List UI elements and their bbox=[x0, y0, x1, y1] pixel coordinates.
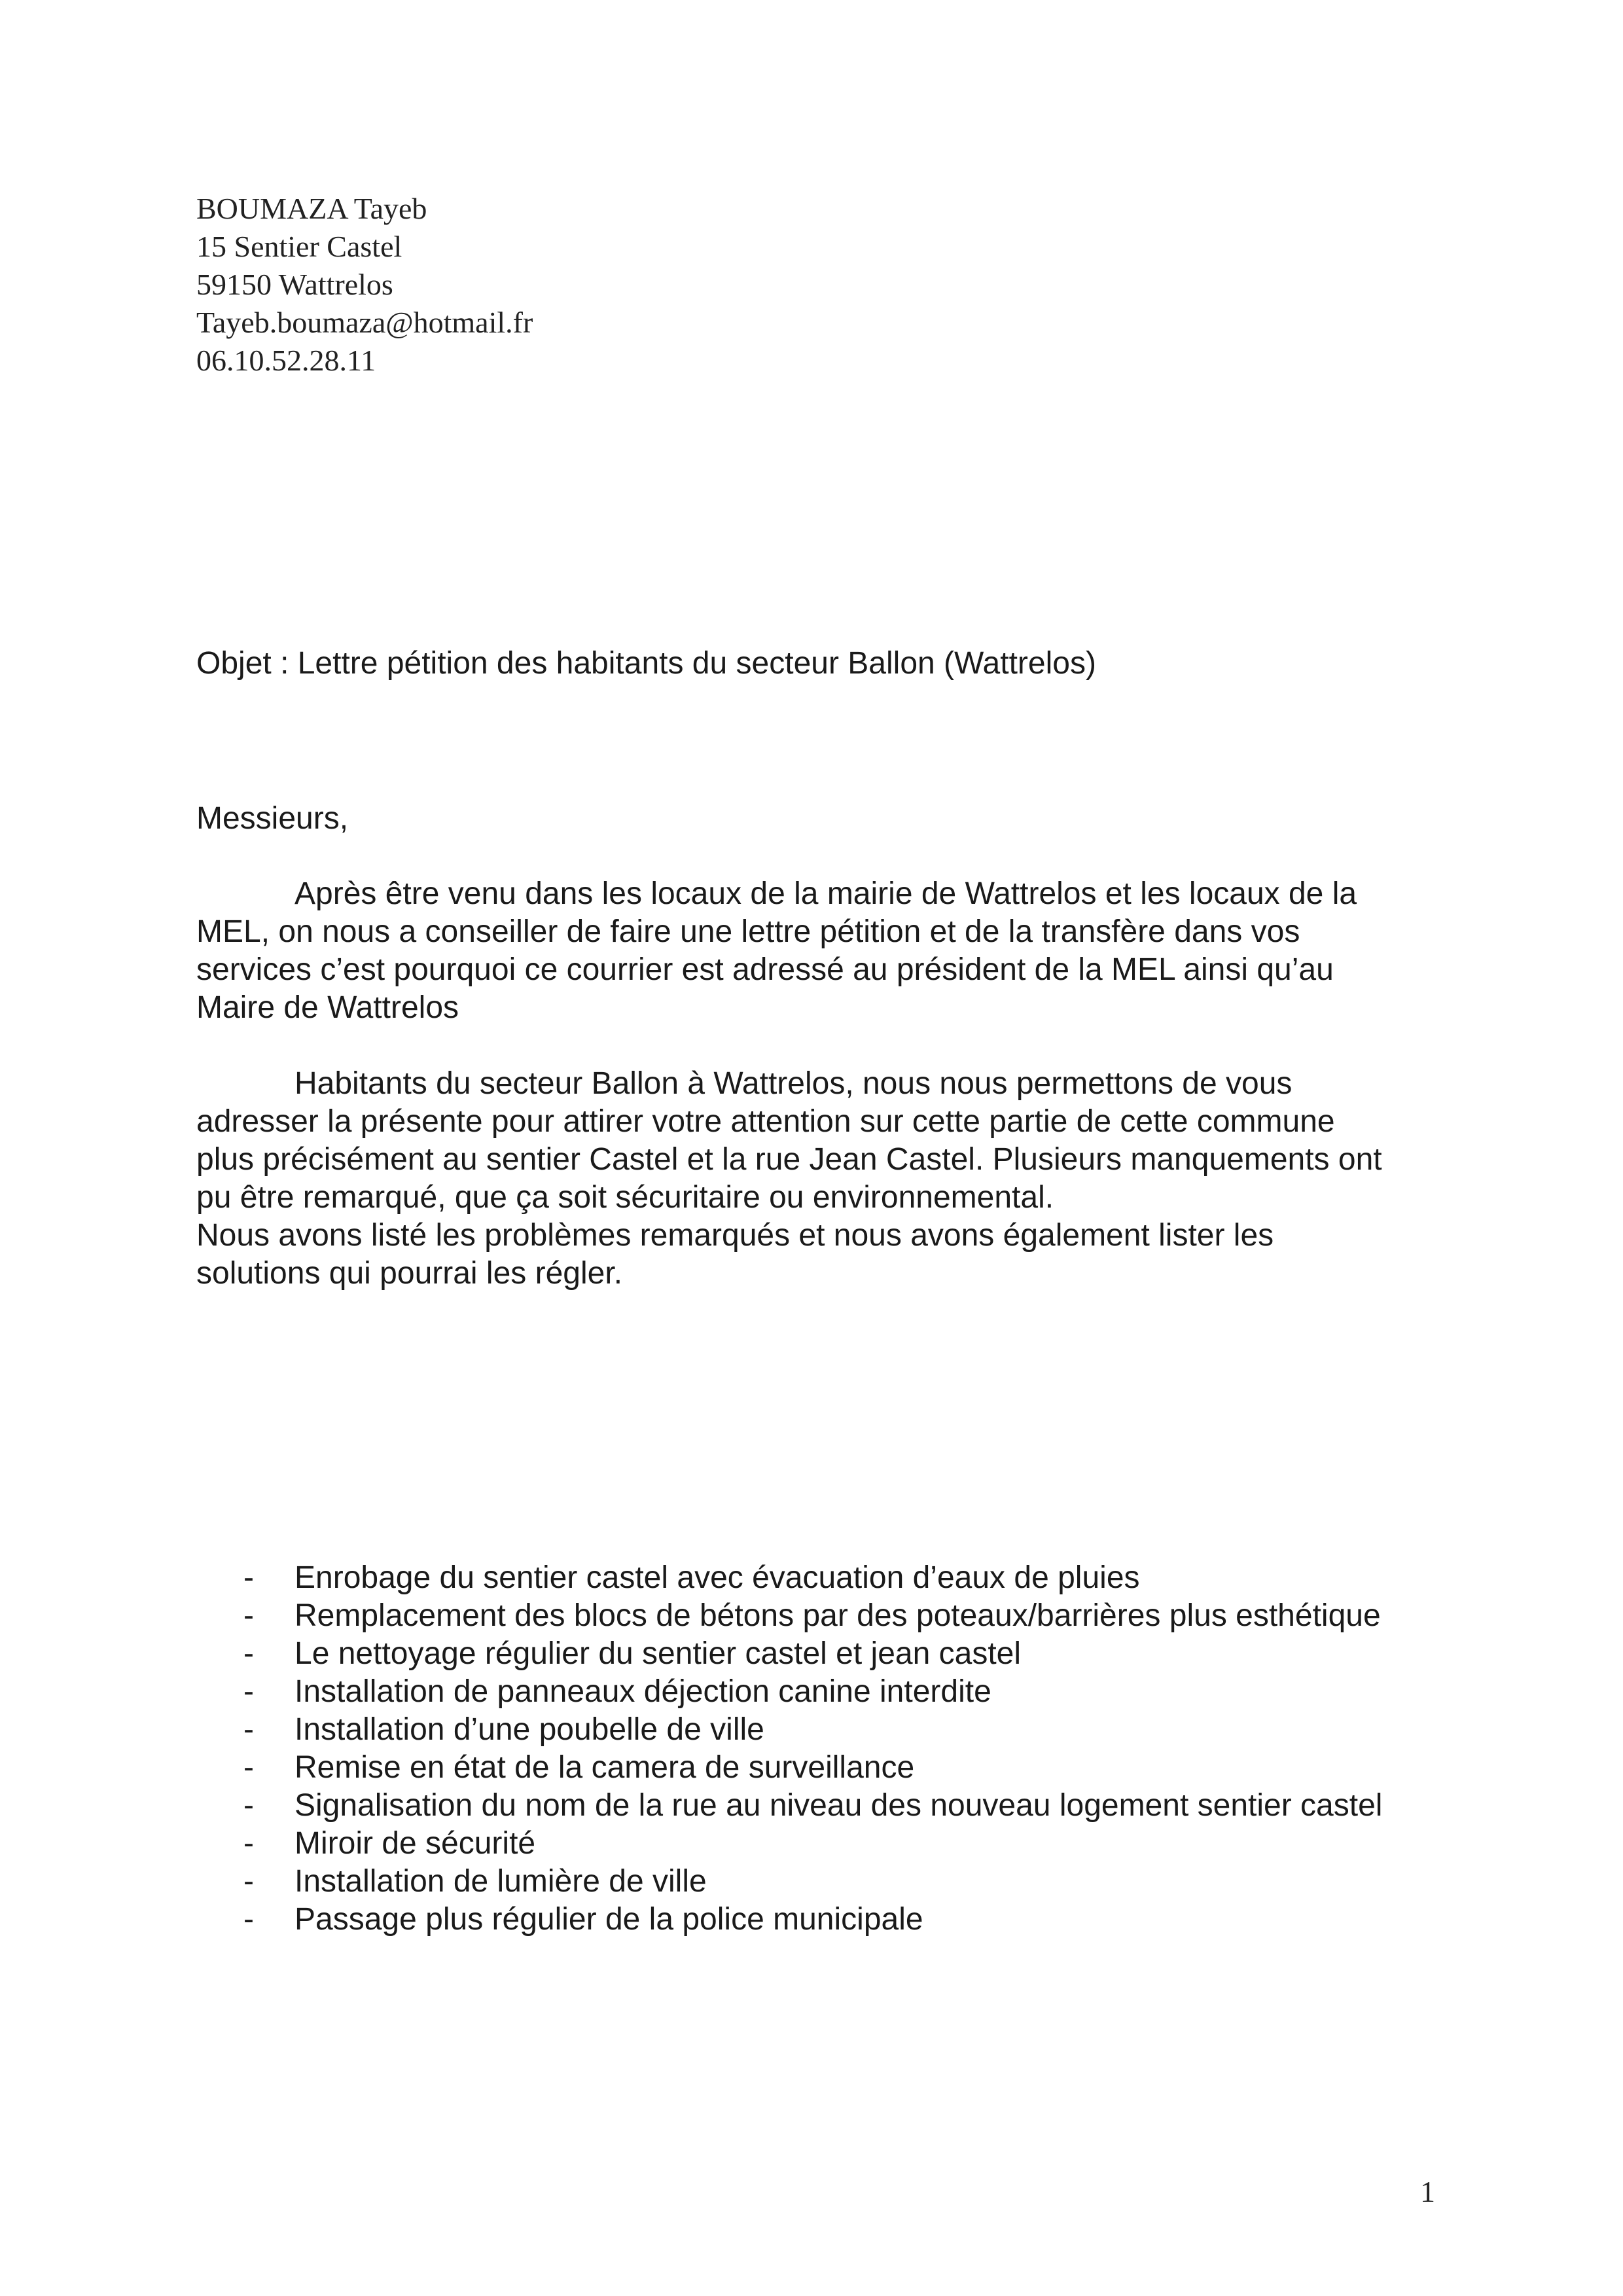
list-item bbox=[196, 1825, 1382, 1863]
list-item-text: Installation de lumière de ville bbox=[294, 1864, 707, 1899]
paragraph-line: solutions qui pourrai les régler. bbox=[196, 1256, 623, 1291]
paragraph-line: Habitants du secteur Ballon à Wattrelos, nous nous permettons de vous bbox=[294, 1066, 1293, 1101]
sender-email: Tayeb.boumaza@hotmail.fr bbox=[196, 306, 533, 339]
list-item bbox=[196, 1863, 1382, 1901]
bullet-dash: - bbox=[243, 1636, 254, 1671]
bullet-dash: - bbox=[243, 1560, 254, 1595]
list-item bbox=[196, 1901, 1382, 1939]
paragraph-line: MEL, on nous a conseiller de faire une lettre pétition et de la transfère dans vos bbox=[196, 914, 1300, 949]
letter-subject: Objet : Lettre pétition des habitants du secteur Ballon (Wattrelos) bbox=[196, 646, 1096, 681]
list-item-text: Remplacement des blocs de bétons par des poteaux/barrières plus esthétique bbox=[294, 1598, 1381, 1633]
bullet-dash: - bbox=[243, 1788, 254, 1823]
sender-phone: 06.10.52.28.11 bbox=[196, 344, 376, 377]
bullet-dash: - bbox=[243, 1712, 254, 1747]
list-item bbox=[196, 1673, 1382, 1711]
list-item bbox=[196, 1597, 1382, 1635]
paragraph-line: Après être venu dans les locaux de la mairie de Wattrelos et les locaux de la bbox=[294, 876, 1357, 911]
bullet-dash: - bbox=[243, 1826, 254, 1861]
sender-street: 15 Sentier Castel bbox=[196, 230, 402, 263]
paragraph-line: pu être remarqué, que ça soit sécuritaire ou environnemental. bbox=[196, 1180, 1054, 1215]
sender-city: 59150 Wattrelos bbox=[196, 268, 393, 301]
paragraph-line: plus précisément au sentier Castel et la rue Jean Castel. Plusieurs manquements ont bbox=[196, 1142, 1382, 1177]
bullet-dash: - bbox=[243, 1864, 254, 1899]
list-item bbox=[196, 1749, 1382, 1787]
paragraph-context bbox=[196, 1065, 1453, 1293]
paragraph-line: adresser la présente pour attirer votre attention sur cette partie de cette commune bbox=[196, 1104, 1335, 1139]
bullet-dash: - bbox=[243, 1902, 254, 1937]
paragraph-introduction bbox=[196, 875, 1453, 1027]
list-item bbox=[196, 1711, 1382, 1749]
sender-name: BOUMAZA Tayeb bbox=[196, 192, 427, 225]
requests-list bbox=[196, 1559, 1382, 1939]
bullet-dash: - bbox=[243, 1598, 254, 1633]
paragraph-line: Maire de Wattrelos bbox=[196, 990, 459, 1025]
paragraph-line: services c’est pourquoi ce courrier est adressé au président de la MEL ainsi qu’au bbox=[196, 952, 1334, 987]
list-item bbox=[196, 1787, 1382, 1825]
list-item bbox=[196, 1635, 1382, 1673]
list-item-text: Miroir de sécurité bbox=[294, 1826, 536, 1861]
bullet-dash: - bbox=[243, 1674, 254, 1709]
list-item-text: Passage plus régulier de la police municipale bbox=[294, 1902, 923, 1937]
list-item-text: Installation d’une poubelle de ville bbox=[294, 1712, 764, 1747]
list-item-text: Signalisation du nom de la rue au niveau des nouveau logement sentier castel bbox=[294, 1788, 1383, 1823]
list-item-text: Installation de panneaux déjection canine interdite bbox=[294, 1674, 991, 1709]
sender-address-block bbox=[196, 190, 533, 380]
list-item-text: Le nettoyage régulier du sentier castel et jean castel bbox=[294, 1636, 1022, 1671]
salutation: Messieurs, bbox=[196, 801, 349, 836]
list-item bbox=[196, 1559, 1382, 1597]
bullet-dash: - bbox=[243, 1750, 254, 1785]
paragraph-line: Nous avons listé les problèmes remarqués et nous avons également lister les bbox=[196, 1218, 1274, 1253]
page-number: 1 bbox=[1420, 2175, 1435, 2208]
list-item-text: Enrobage du sentier castel avec évacuation d’eaux de pluies bbox=[294, 1560, 1140, 1595]
list-item-text: Remise en état de la camera de surveillance bbox=[294, 1750, 915, 1785]
